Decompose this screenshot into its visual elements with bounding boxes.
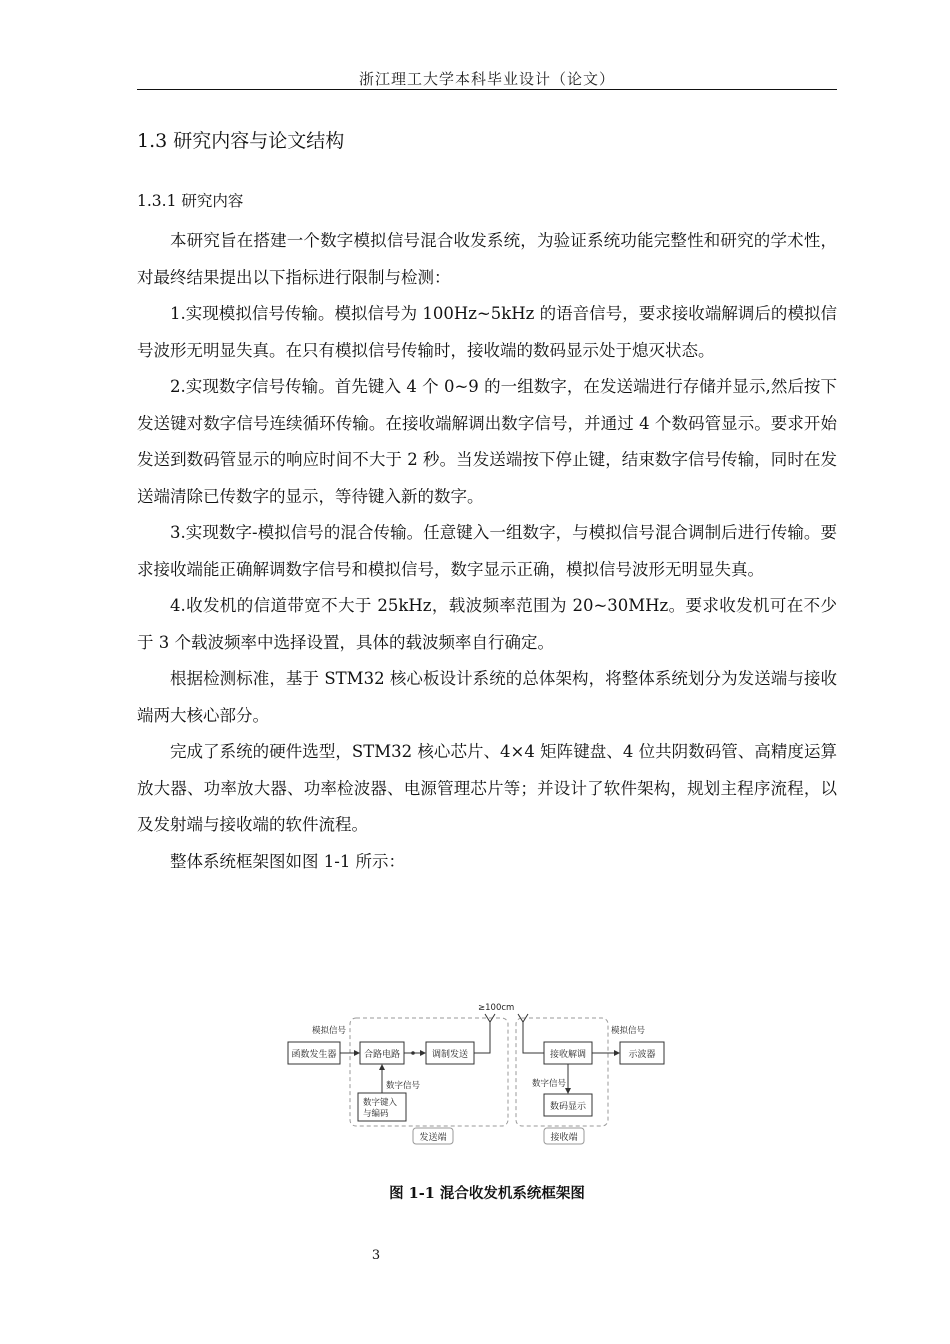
header-rule <box>137 89 837 90</box>
section-heading: 1.3 研究内容与论文结构 <box>137 130 345 152</box>
keypad-encoding-label-line1: 数字键入 <box>363 1098 398 1108</box>
system-block-diagram <box>280 1000 670 1152</box>
combiner-label: 合路电路 <box>363 1050 401 1060</box>
figure-caption: 图 1-1 混合收发机系统框架图 <box>389 1185 585 1202</box>
demodulator-label: 接收解调 <box>549 1050 587 1060</box>
page-number: 3 <box>371 1248 381 1263</box>
keypad-encoding-label-line2: 与编码 <box>363 1109 389 1119</box>
body-text <box>137 223 837 880</box>
tx-antenna-icon <box>474 1014 495 1053</box>
paragraph-item-3: 3.实现数字-模拟信号的混合传输。任意键入一组数字，与模拟信号混合调制后进行传输。要求接收端能正确解调数字信号和模拟信号，数字显示正确，模拟信号波形无明显失真。 <box>137 523 837 579</box>
oscilloscope-label: 示波器 <box>628 1050 656 1060</box>
running-header: 浙江理工大学本科毕业设计（论文） <box>358 70 615 88</box>
digital-signal-label-rx: 数字信号 <box>532 1079 567 1089</box>
digital-signal-label-tx: 数字信号 <box>386 1081 421 1091</box>
rx-antenna-icon <box>518 1014 544 1053</box>
paragraph-item-4: 4.收发机的信道带宽不大于 25kHz，载波频率范围为 20~30MHz。要求收发机可在不少于 3 个载波频率中选择设置，具体的载波频率自行确定。 <box>137 596 837 652</box>
paragraph-architecture: 根据检测标准，基于 STM32 核心板设计系统的总体架构，将整体系统划分为发送端与接收端两大核心部分。 <box>137 669 837 725</box>
analog-output-label: 模拟信号 <box>611 1026 646 1036</box>
analog-input-label: 模拟信号 <box>312 1026 347 1036</box>
paragraph-figure-ref: 整体系统框架图如图 1-1 所示： <box>170 851 406 871</box>
transmitter-label: 发送端 <box>419 1133 447 1143</box>
distance-label: ≥100cm <box>478 1003 515 1013</box>
paragraph-item-1: 1.实现模拟信号传输。模拟信号为 100Hz~5kHz 的语音信号，要求接收端解调后的模拟信号波形无明显失真。在只有模拟信号传输时，接收端的数码显示处于熄灭状态。 <box>137 304 837 360</box>
paragraph-item-2: 2.实现数字信号传输。首先键入 4 个 0~9 的一组数字，在发送端进行存储并显示,然后按下发送键对数字信号连续循环传输。在接收端解调出数字信号，并通过 4 个数码管显示。要求开始发送到数码管显示的响应时间不大于 2 秒。当发送端按下停止键，结束数字信号传输，同时在发送端清除已传数字的显示，等待键入新的数字。 <box>137 377 837 506</box>
function-generator-label: 函数发生器 <box>291 1050 337 1060</box>
subsection-heading: 1.3.1 研究内容 <box>137 192 244 210</box>
paragraph-intro: 本研究旨在搭建一个数字模拟信号混合收发系统，为验证系统功能完整性和研究的学术性，对最终结果提出以下指标进行限制与检测： <box>137 231 837 287</box>
digit-display-label: 数码显示 <box>549 1102 587 1112</box>
paragraph-hardware: 完成了系统的硬件选型，STM32 核心芯片、4×4 矩阵键盘、4 位共阴数码管、高精度运算放大器、功率放大器、功率检波器、电源管理芯片等；并设计了软件架构，规划主程序流程，以及发射端与接收端的软件流程。 <box>137 742 837 834</box>
receiver-label: 接收端 <box>550 1133 578 1143</box>
modulator-label: 调制发送 <box>431 1050 469 1060</box>
